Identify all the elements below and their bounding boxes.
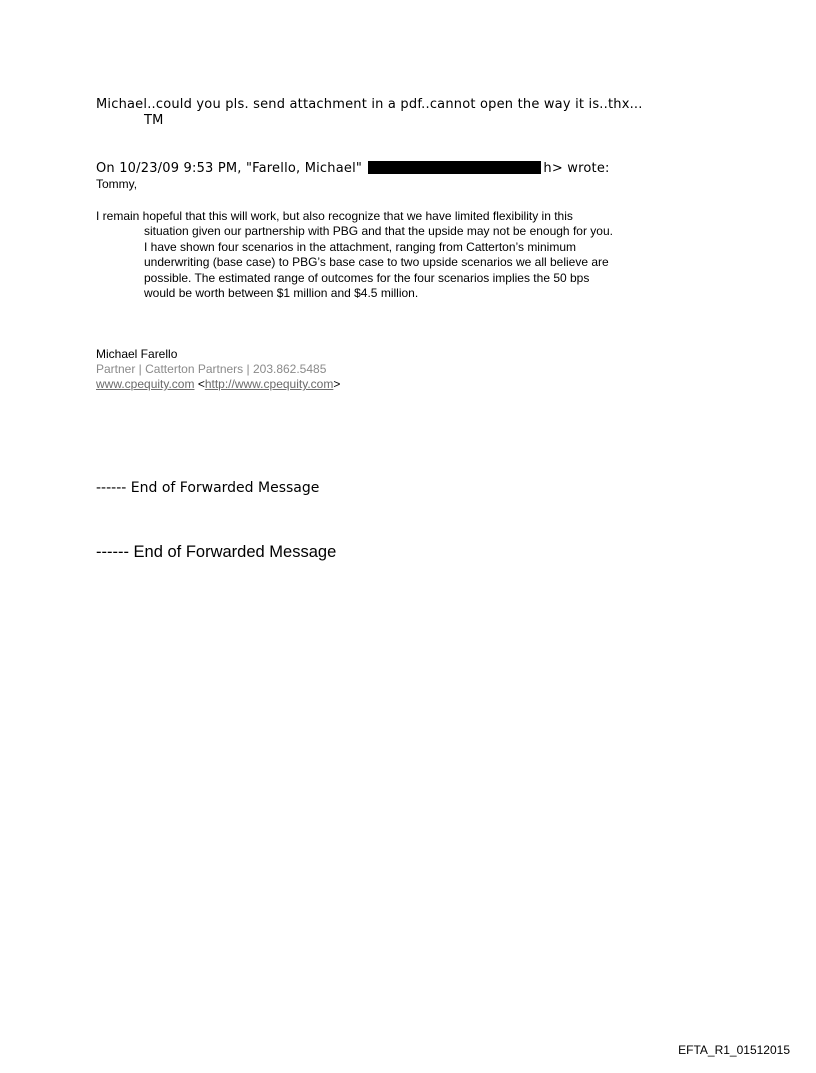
forwarded-message-end-marker: ------ End of Forwarded Message [96,543,337,561]
body-line: I have shown four scenarios in the attachment, ranging from Catterton’s minimum [144,239,576,254]
greeting: Tommy, [96,177,138,191]
reply-text-line-1: Michael..could you pls. send attachment in a pdf..cannot open the way it is..thx... [96,97,643,112]
forwarded-message-end-marker: ------ End of Forwarded Message [96,480,320,496]
redaction-bar [368,161,541,174]
website-link[interactable]: www.cpequity.com [96,377,195,391]
website-url-link[interactable]: http://www.cpequity.com [204,377,334,391]
reply-signoff: TM [144,113,164,128]
body-paragraph [96,209,696,301]
signature-links [96,377,340,391]
quote-header [96,161,610,176]
link-open-bracket: < [194,377,205,391]
document-id-footer: EFTA_R1_01512015 [678,1043,790,1057]
signature-name: Michael Farello [96,347,178,361]
quote-header-suffix: h> wrote: [543,161,610,176]
body-line: would be worth between $1 million and $4.5 million. [144,286,419,301]
quote-header-prefix: On 10/23/09 9:53 PM, "Farello, Michael" [96,161,363,176]
link-close-bracket: > [333,377,341,391]
body-line: I remain hopeful that this will work, but also recognize that we have limited flexibility in this [96,209,573,223]
body-line: underwriting (base case) to PBG’s base case to two upside scenarios we all believe are [144,255,609,270]
body-line: possible. The estimated range of outcomes for the four scenarios implies the 50 bps [144,270,590,285]
signature-title: Partner | Catterton Partners | 203.862.5485 [96,362,327,376]
body-line: situation given our partnership with PBG and that the upside may not be enough for you. [144,224,613,239]
